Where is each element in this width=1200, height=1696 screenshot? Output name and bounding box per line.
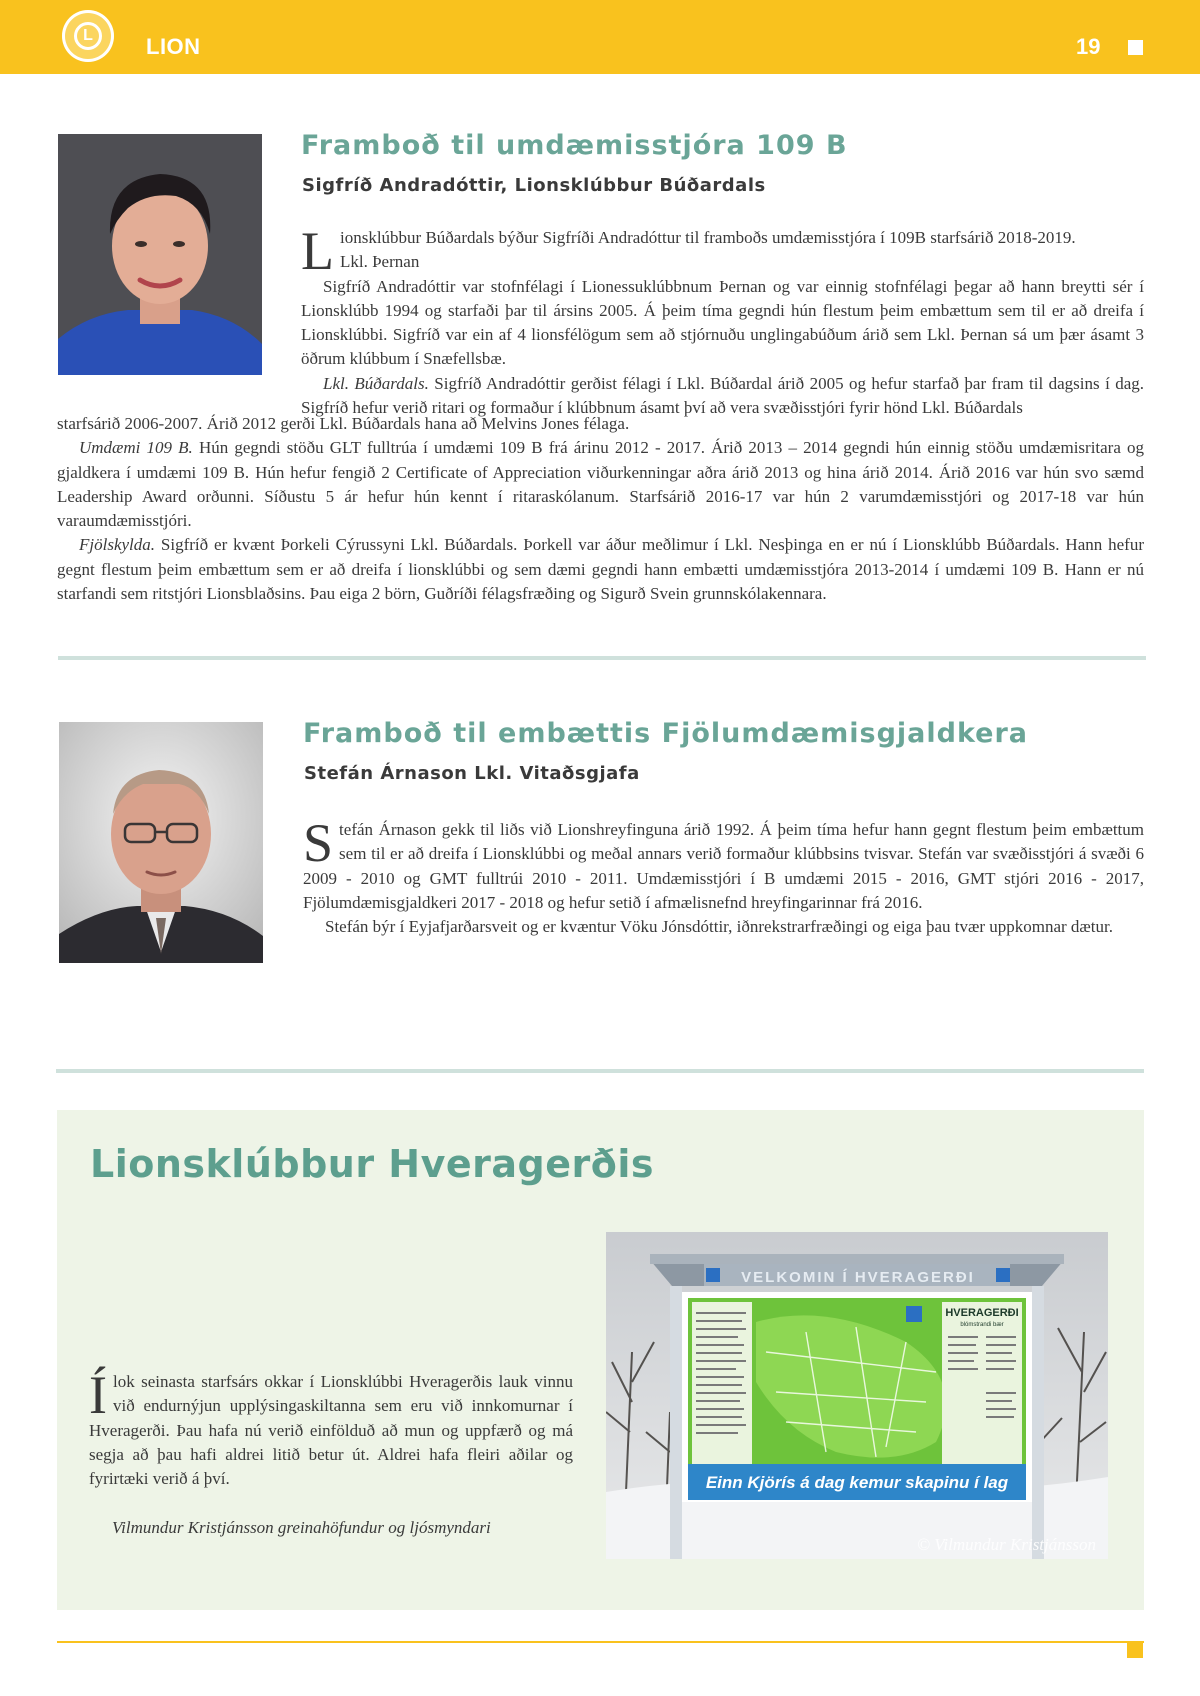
portrait-woman-photo	[58, 134, 262, 375]
sign-slogan: Einn Kjörís á dag kemur skapinu í lag	[705, 1473, 1009, 1492]
paragraph: Stefán býr í Eyjafjarðarsveit og er kvæntur Vöku Jónsdóttir, iðnrekstrarfræðingi og eiga þau tvær uppkomnar dætur.	[325, 917, 1113, 937]
logo-letter: L	[74, 22, 102, 50]
photo-credit: Vilmundur Kristjánsson greinahöfundur og ljósmyndari	[112, 1518, 491, 1537]
section-label: Umdæmi 109 B.	[79, 438, 193, 458]
paragraph	[89, 1365, 573, 1491]
club-body	[89, 1365, 573, 1491]
paragraph-text: Hún gegndi stöðu GLT fulltrúa í umdæmi 109 B frá árinu 2012 - 2017. Árið 2013 – 2014 gegndi hún einnig stöðu umdæmisritara og gjaldkera í umdæmi 109 B. Hún hefur fengið 2 Certificate of Appreciation viðurkenningar aðra árið 2013 og hina árið 2014. Árið 2016 var hún svo sæmd Leadership Award orðunni. Síðustu 5 ár hefur hún kennt í ritaraskólanum. Starfsárið 2016-17 var hún 2 varumdæmisstjóri og 2017-18 var hún varaumdæmisstjóri.	[57, 438, 1145, 531]
drop-cap: L	[301, 221, 334, 281]
footer-line	[57, 1641, 1144, 1643]
square-icon	[1128, 40, 1143, 55]
paragraph	[57, 436, 1144, 533]
article-body-continued	[57, 412, 1144, 606]
information-sign-photo	[606, 1232, 1108, 1559]
sign-town-name: HVERAGERÐI	[945, 1307, 1019, 1319]
article-subtitle: Sigfríð Andradóttir, Lionsklúbbur Búðardals	[302, 175, 766, 196]
article-title: Framboð til umdæmisstjóra 109 B	[301, 130, 848, 161]
article-body	[301, 221, 1145, 420]
paragraph-text: ionsklúbbur Búðardals býður Sigfríði Andradóttur til framboðs umdæmisstjóra í 109B starfsárið 2018-2019.	[340, 228, 1076, 247]
paragraph: starfsárið 2006-2007. Árið 2012 gerði Lkl. Búðardals hana að Melvins Jones félaga.	[57, 414, 630, 433]
article-body	[303, 813, 1144, 939]
lions-logo-icon	[62, 10, 114, 62]
paragraph-text: Sigfríð Andradóttir gerðist félagi í Lkl. Búðardal árið 2005 og hefur starfað þar fram til dagsins í dag. Sigfríð hefur verið ritari og formaður í klúbbnum ásamt því að vera svæðisstjóri fyrir hönd Lkl. Búðardals	[301, 373, 1145, 418]
portrait-man-photo	[59, 722, 263, 963]
article-title: Framboð til embættis Fjölumdæmisgjaldkera	[303, 718, 1029, 749]
paragraph	[57, 533, 1144, 606]
sign-header-text	[741, 1269, 975, 1286]
paragraph	[301, 221, 1144, 281]
club-title: Lionsklúbbur Hveragerðis	[90, 1142, 654, 1186]
sign-header: VELKOMIN Í HVERAGERÐI	[741, 1269, 975, 1286]
square-icon	[1127, 1642, 1143, 1658]
drop-cap: S	[303, 813, 334, 873]
section-label: Lkl. Þernan	[340, 252, 420, 272]
section-divider	[56, 1069, 1144, 1073]
page-number: 19	[1076, 34, 1101, 59]
magazine-title: LION	[146, 34, 201, 59]
section-label: Fjölskylda.	[79, 535, 156, 555]
paragraph-text: Sigfríð er kvænt Þorkeli Cýrussyni Lkl. Búðardals. Þorkell var áður meðlimur í Lkl. Nesþinga en er nú í Lionsklúbb Búðardals. Hann hefur gegnt flestum þeim embættum sem er að dreifa í lionsklúbbi og sem dæmi gegndi hann embætti umdæmisstjóra 2013-2014 í umdæmi 109 B. Hann er nú starfandi sem ritstjóri Lionsblaðsins. Þau eiga 2 börn, Guðríði félagsfræðing og Sigurð Svein grunnskólakennara.	[57, 535, 1145, 604]
paragraph	[303, 813, 1144, 915]
paragraph: Sigfríð Andradóttir var stofnfélagi í Lionessuklúbbnum Þernan og var einnig stofnfélagi þegar að hann breytti sér í Lionsklúbb 1994 og starfaði þar til ársins 2005. Á þeim tíma gegndi hún flestum þeim embættum sem til er að dreifa í Lionsklúbbi. Sigfríð var ein af 4 lionsfélögum sem að stjórnuðu unglingabúðum árið sem Lkl. Þernan sá um þær ásamt 3 öðrum klúbbum í Snæfellsbæ.	[301, 276, 1144, 369]
photo-watermark: © Vilmundur Kristjánsson	[917, 1535, 1096, 1554]
drop-cap: Í	[89, 1365, 107, 1425]
article-subtitle: Stefán Árnason Lkl. Vitaðsgjafa	[304, 763, 640, 784]
paragraph-text: tefán Árnason gekk til liðs við Lionshreyfinguna árið 1992. Á þeim tíma hefur hann gegnt flestum þeim embættum sem til er að dreifa í Lionsklúbbi og meðal annars verið formaður klúbbsins tvisvar. Stefán var svæðisstjóri á svæði 6 2009 - 2010 og GMT fulltrúi 2010 - 2011. Umdæmisstjóri í B umdæmi 2015 - 2016, GMT stjóri 2016 - 2017, Fjölumdæmisgjaldkeri 2017 - 2018 og hefur setið í afmælisnefnd hreyfingarinnar frá 2016.	[303, 820, 1144, 912]
sign-town-subtitle: blómstrandi bær	[960, 1322, 1004, 1328]
section-label: Lkl. Búðardals.	[323, 373, 429, 393]
section-divider	[58, 656, 1146, 660]
paragraph-text: lok seinasta starfsárs okkar í Lionsklúbbi Hveragerðis lauk vinnu við endurnýjun upplýsingaskiltanna sem eru við innkomurnar í Hveragerði. Þau hafa nú verið einfölduð að mun og uppfærð og má segja að þau hafi aldrei litið betur út. Aldrei hafa fleiri aðilar og fyrirtæki verið á því.	[89, 1372, 573, 1489]
